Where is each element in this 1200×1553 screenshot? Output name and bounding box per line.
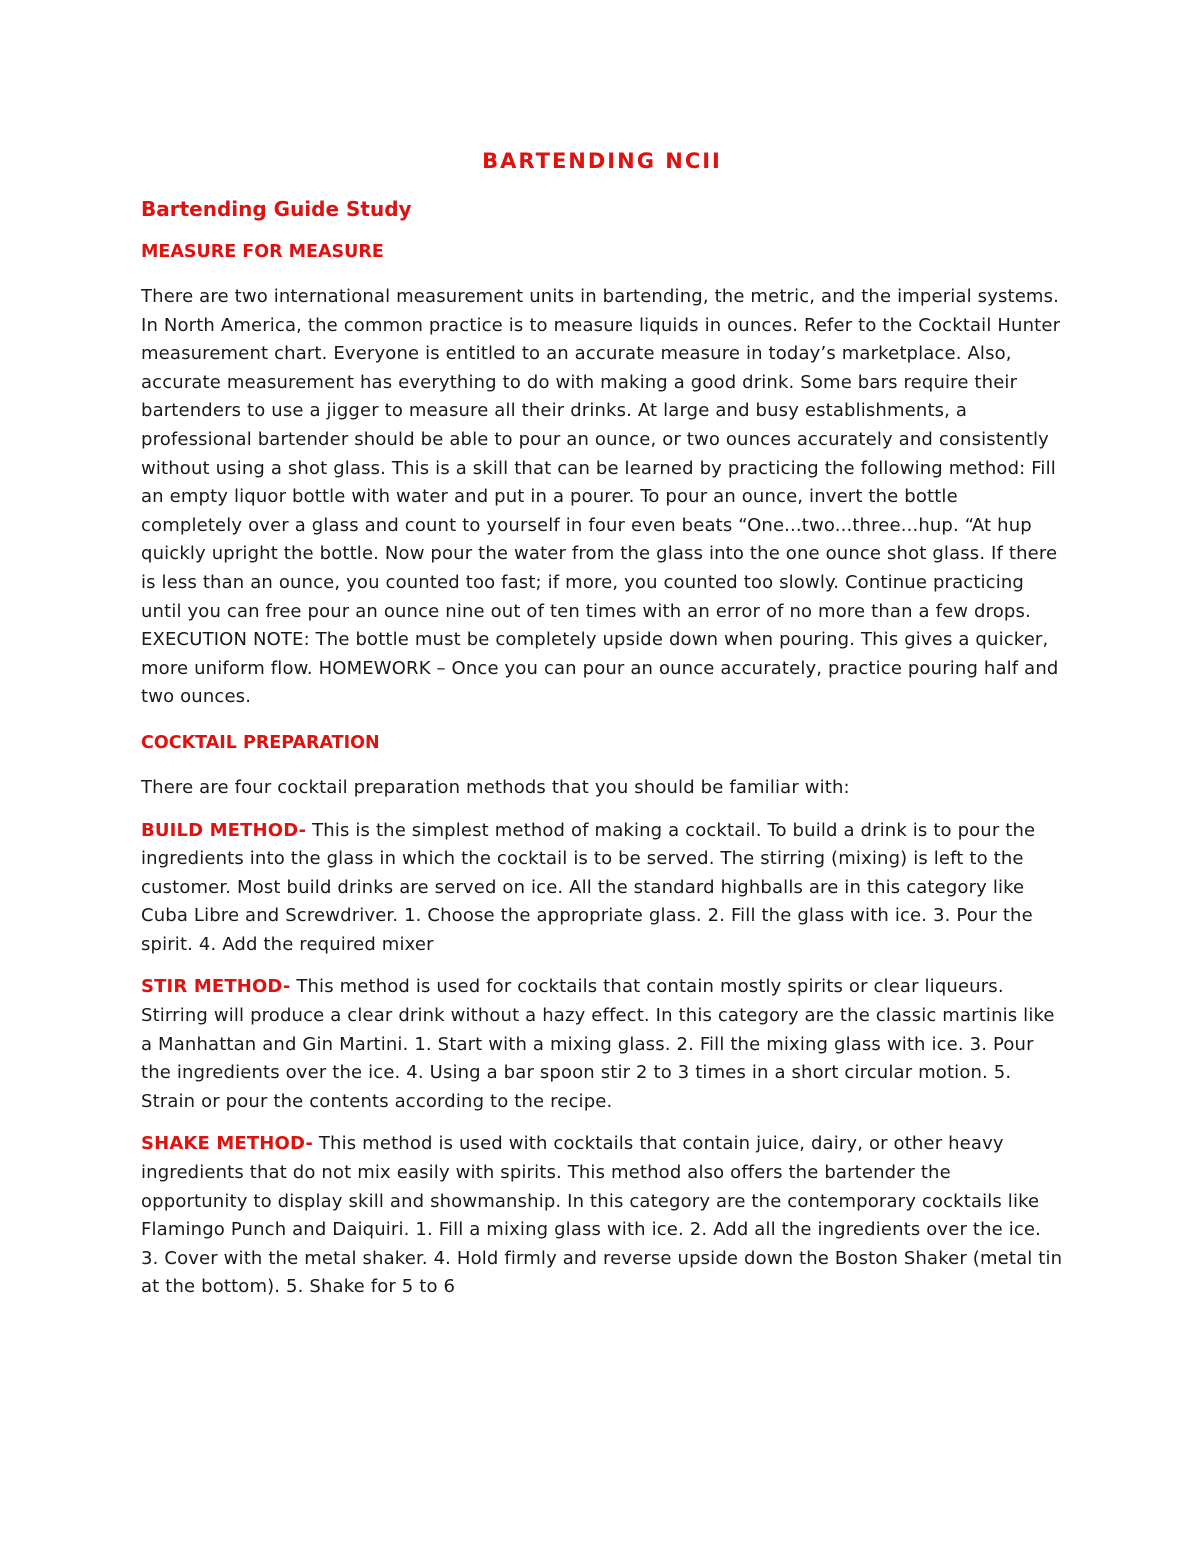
stir-method-label: STIR METHOD- [141, 976, 291, 998]
shake-method-paragraph [141, 1130, 1063, 1302]
section-heading-measure: MEASURE FOR MEASURE [141, 242, 384, 262]
cocktail-intro-paragraph: There are four cocktail preparation methods that you should be familiar with: [141, 776, 850, 798]
shake-method-label: SHAKE METHOD- [141, 1133, 314, 1155]
document-subtitle: Bartending Guide Study [141, 197, 412, 221]
shake-method-text: This method is used with cocktails that contain juice, dairy, or other heavy ingredients that do not mix easily with spirits. This method also offers the bartender the opportunity to display skill and showmanship. In this category are the contemporary cocktails like Flamingo Punch and Daiquiri. 1. Fill a mixing glass with ice. 2. Add all the ingredients over the ice. 3. Cover with the metal shaker. 4. Hold firmly and reverse upside down the Boston Shaker (metal tin at the bottom). 5. Shake for 5 to 6 [141, 1133, 1063, 1298]
build-method-text: This is the simplest method of making a cocktail. To build a drink is to pour the ingredients into the glass in which the cocktail is to be served. The stirring (mixing) is left to the customer. Most build drinks are served on ice. All the standard highballs are in this category like Cuba Libre and Screwdriver. 1. Choose the appropriate glass. 2. Fill the glass with ice. 3. Pour the spirit. 4. Add the required mixer [141, 819, 1036, 955]
stir-method-text: This method is used for cocktails that contain mostly spirits or clear liqueurs. Stirring will produce a clear drink without a hazy effect. In this category are the classic martinis like a Manhattan and Gin Martini. 1. Start with a mixing glass. 2. Fill the mixing glass with ice. 3. Pour the ingredients over the ice. 4. Using a bar spoon stir 2 to 3 times in a short circular motion. 5. Strain or pour the contents according to the recipe. [141, 976, 1055, 1112]
build-method-paragraph [141, 817, 1063, 960]
document-title: BARTENDING NCII [482, 149, 722, 173]
build-method-label: BUILD METHOD- [141, 819, 307, 841]
document-page [141, 140, 1063, 1302]
stir-method-paragraph [141, 973, 1063, 1116]
measure-paragraph: There are two international measurement units in bartending, the metric, and the imperial systems. In North America, the common practice is to measure liquids in ounces. Refer to the Cocktail Hunter measurement chart. Everyone is entitled to an accurate measure in today’s marketplace. Also, accurate measurement has everything to do with making a good drink. Some bars require their bartenders to use a jigger to measure all their drinks. At large and busy establishments, a professional bartender should be able to pour an ounce, or two ounces accurately and consistently without using a shot glass. This is a skill that can be learned by practicing the following method: Fill an empty liquor bottle with water and put in a pourer. To pour an ounce, invert the bottle completely over a glass and count to yourself in four even beats “One...two...three...hup. “At hup quickly upright the bottle. Now pour the water from the glass into the one ounce shot glass. If there is less than an ounce, you counted too fast; if more, you counted too slowly. Continue practicing until you can free pour an ounce nine out of ten times with an error of no more than a few drops. EXECUTION NOTE: The bottle must be completely upside down when pouring. This gives a quicker, more uniform flow. HOMEWORK – Once you can pour an ounce accurately, practice pouring half and two ounces. [141, 286, 1061, 708]
section-heading-cocktail-preparation: COCKTAIL PREPARATION [141, 732, 380, 753]
